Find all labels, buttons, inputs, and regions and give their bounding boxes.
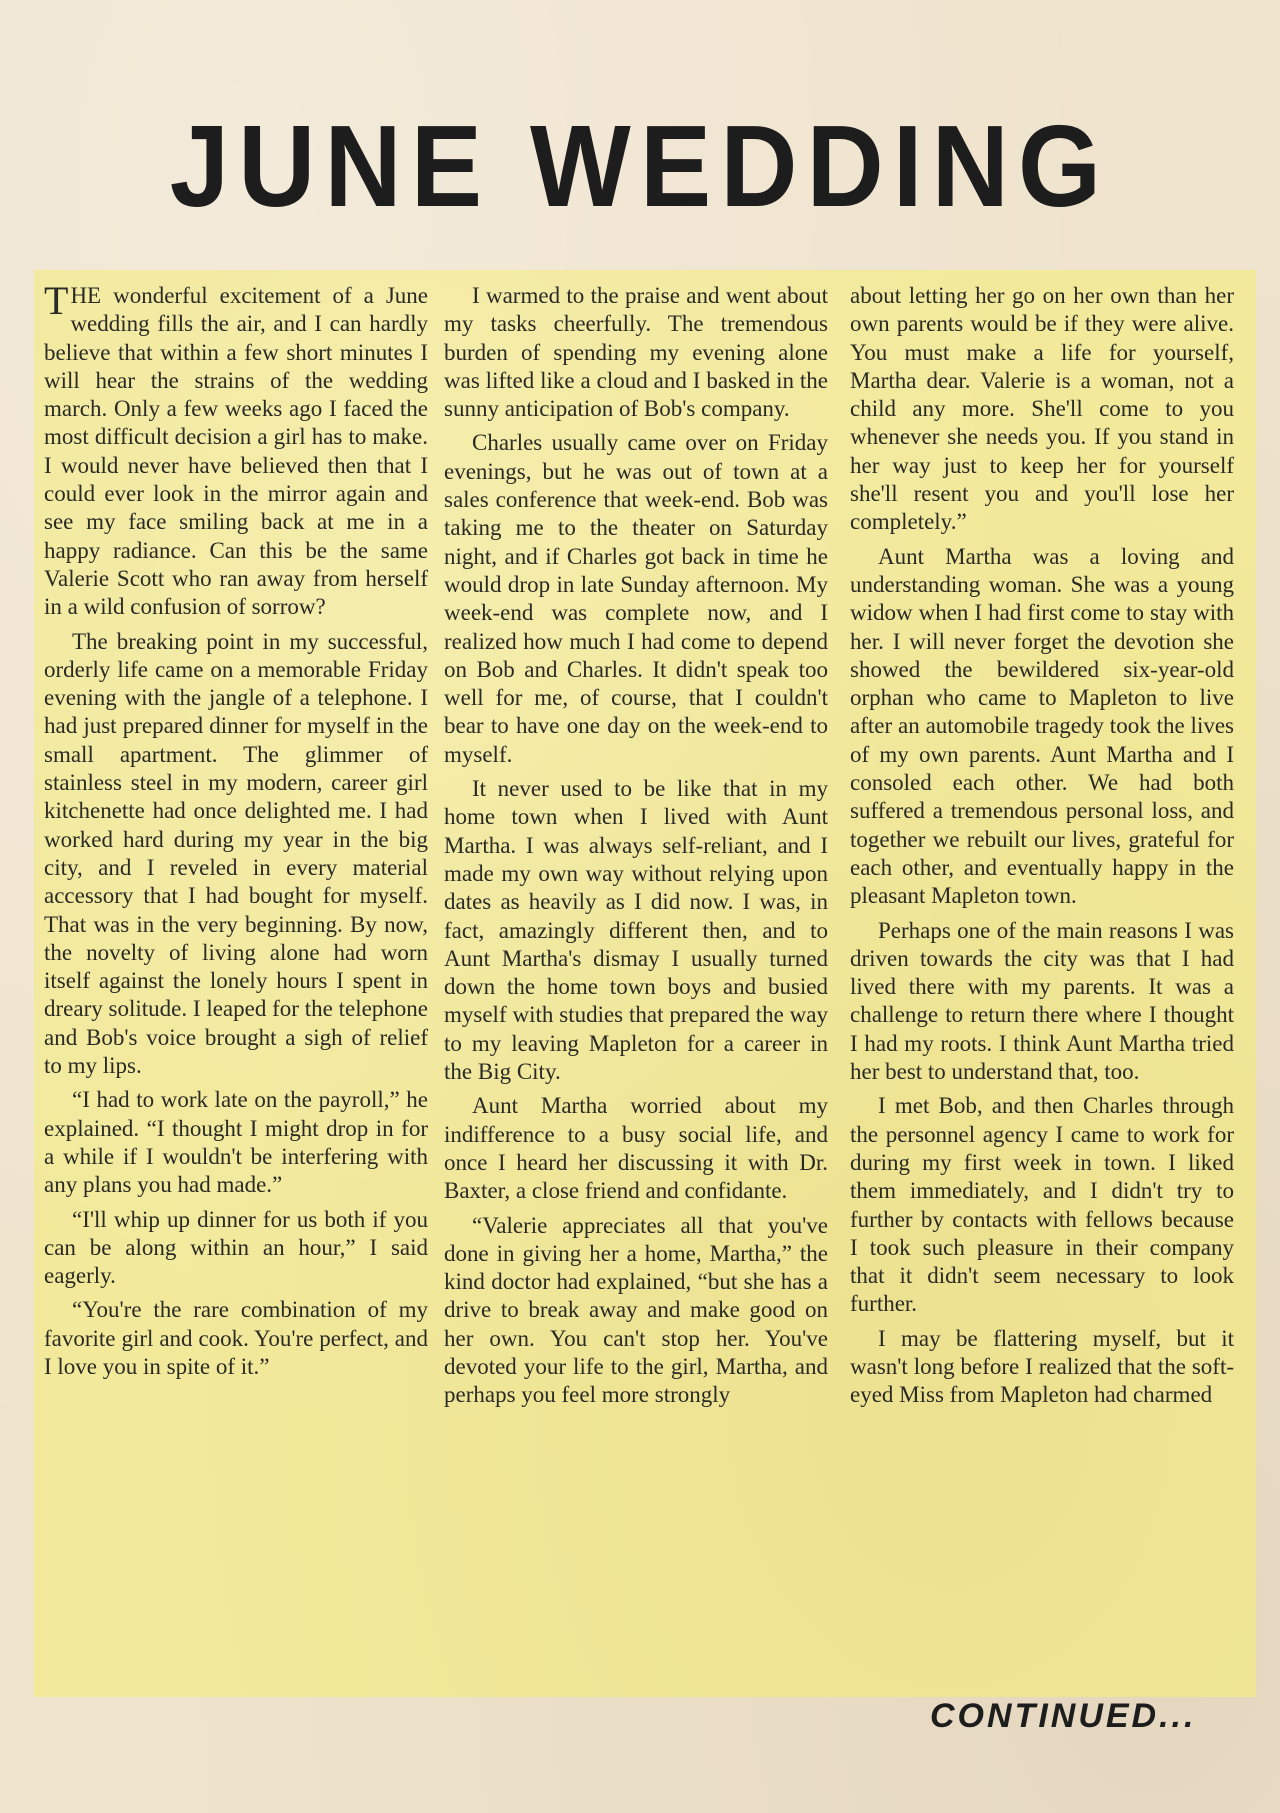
paragraph: “I had to work late on the payroll,” he explained. “I thought I might drop in for a while if I wouldn't be interfering with any plans you had made.” (44, 1087, 428, 1198)
paragraph: about letting her go on her own than her own parents would be if they were alive. You must make a life for yourself, Martha dear. Valerie is a woman, not a child any more. She'll come to you whenever she needs you. If you stand in her way just to keep her for yourself she'll resent you and you'll lose her completely.” (850, 283, 1234, 535)
continued-label: CONTINUED... (930, 1697, 1197, 1735)
paragraph: Charles usually came over on Friday evenings, but he was out of town at a sales conference that week-end. Bob was taking me to the theater on Saturday night, and if Charles got back in time he would drop in late Sunday afternoon. My week-end was complete now, and I realized how much I had come to depend on Bob and Charles. It didn't speak too well for me, of course, that I couldn't bear to have one day on the week-end to myself. (444, 430, 828, 767)
paragraph: I may be flattering myself, but it wasn't long before I realized that the soft-eyed Miss from Mapleton had charmed (850, 1325, 1234, 1408)
text-column-2 (444, 282, 828, 1416)
paragraph-text: HE wonderful excitement of a June wedding fills the air, and I can hardly believe that within a few short minutes I will hear the strains of the wedding march. Only a few weeks ago I faced the most difficult decision a girl has to make. I would never have believed then that I could ever look in the mirror again and see my face smiling back at me in a happy radiance. Can this be the same Valerie Scott who ran away from herself in a wild confusion of sorrow? (44, 283, 428, 620)
paragraph: Aunt Martha worried about my indifference to a busy social life, and once I heard her discussing it with Dr. Baxter, a close friend and confidante. (444, 1093, 828, 1204)
story-text-panel (34, 270, 1256, 1697)
paragraph: Aunt Martha was a loving and understanding woman. She was a young widow when I had first come to stay with her. I will never forget the devotion she showed the bewildered six-year-old orphan who came to Mapleton to live after an automobile tragedy took the lives of my own parents. Aunt Martha and I consoled each other. We had both suffered a tremendous personal loss, and together we rebuilt our lives, grateful for each other, and eventually happy in the pleasant Mapleton town. (850, 543, 1234, 909)
paragraph: “I'll whip up dinner for us both if you can be along within an hour,” I said eagerly. (44, 1206, 428, 1289)
paragraph: “Valerie appreciates all that you've done in giving her a home, Martha,” the kind doctor had explained, “but she has a drive to break away and make good on her own. You can't stop her. You've devoted your life to the girl, Martha, and perhaps you feel more strongly (444, 1212, 828, 1408)
paragraph: I met Bob, and then Charles through the personnel agency I came to work for during my first week in town. I liked them immediately, and I didn't try to further by contacts with fellows because I took such pleasure in their company that it didn't seem necessary to look further. (850, 1093, 1234, 1317)
paragraph (44, 278, 428, 622)
paragraph: “You're the rare combination of my favorite girl and cook. You're perfect, and I love you in spite of it.” (44, 1297, 428, 1379)
story-title: JUNE WEDDING (169, 101, 1111, 231)
paragraph: Perhaps one of the main reasons I was driven towards the city was that I had lived there with my parents. It was a challenge to return there where I thought I had my roots. I think Aunt Martha tried her best to understand that, too. (850, 917, 1234, 1085)
text-column-3 (850, 282, 1234, 1416)
drop-cap: T (44, 278, 69, 323)
paragraph: It never used to be like that in my home town when I lived with Aunt Martha. I was always self-reliant, and I made my own way without relying upon dates as heavily as I did now. I was, in fact, amazingly different then, and to Aunt Martha's dismay I usually turned down the home town boys and busied myself with studies that prepared the way to my leaving Mapleton for a career in the Big City. (444, 776, 828, 1085)
paragraph: I warmed to the praise and went about my tasks cheerfully. The tremendous burden of spending my evening alone was lifted like a cloud and I basked in the sunny anticipation of Bob's company. (444, 283, 828, 422)
text-column-1 (44, 278, 428, 1387)
paragraph: The breaking point in my successful, orderly life came on a memorable Friday evening with the jangle of a telephone. I had just prepared dinner for myself in the small apartment. The glimmer of stainless steel in my modern, career girl kitchenette had once delighted me. I had worked hard during my year in the big city, and I reveled in every material accessory that I had bought for myself. That was in the very beginning. By now, the novelty of living alone had worn itself against the lonely hours I spent in dreary solitude. I leaped for the telephone and Bob's voice brought a sigh of relief to my lips. (44, 628, 428, 1079)
